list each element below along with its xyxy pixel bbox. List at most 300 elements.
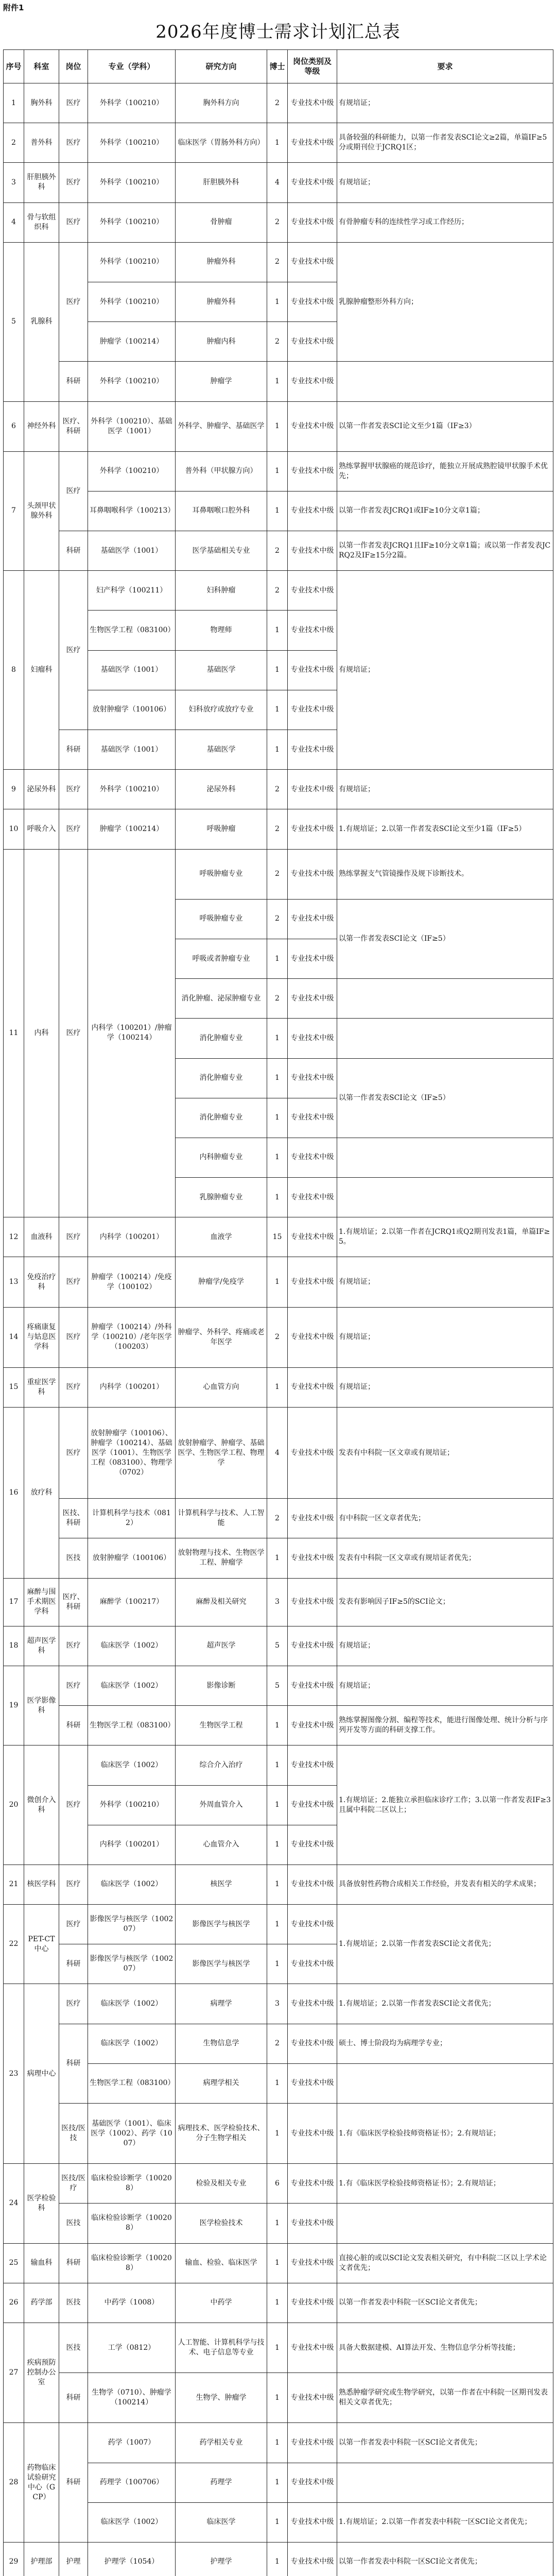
department-name: 麻醉与围手术期医学科: [24, 1578, 59, 1626]
attachment-label: 附件1: [3, 3, 24, 12]
major-discipline: 临床医学（1002）: [88, 1984, 176, 2024]
research-direction: 呼吸肿瘤专业: [176, 899, 267, 939]
post-level: 专业技术中级: [288, 809, 337, 849]
post-type: 医疗: [59, 1217, 88, 1257]
research-direction: 消化肿瘤专业: [176, 1098, 267, 1138]
research-direction: 骨肿瘤: [176, 202, 267, 242]
row-number: 8: [4, 571, 24, 770]
post-level: 专业技术中级: [288, 1984, 337, 2024]
research-direction: 呼吸肿瘤专业: [176, 849, 267, 899]
research-direction: 影像医学与核医学: [176, 1944, 267, 1984]
major-discipline: 生物医学工程（083100）: [88, 1706, 176, 1745]
requirement-text: 具备放射性药物合成相关工作经验，并发表有相关的学术成果；: [337, 1865, 553, 1904]
doctor-count: 1: [267, 401, 288, 451]
post-level: 专业技术中级: [288, 979, 337, 1019]
major-discipline: 妇产科学（100211）: [88, 571, 176, 611]
major-discipline: 影像医学与核医学（100207）: [88, 1944, 176, 1984]
table-row: [4, 1408, 553, 1499]
row-number: 21: [4, 1865, 24, 1904]
research-direction: 检验及相关专业: [176, 2164, 267, 2204]
requirement-text: [337, 362, 553, 401]
major-discipline: 临床医学（1002）: [88, 1666, 176, 1705]
major-discipline: 临床检验诊断学（100208）: [88, 2164, 176, 2204]
department-name: 疾病预防控制办公室: [24, 2323, 59, 2422]
table-row: [4, 1984, 553, 2024]
post-level: 专业技术中级: [288, 1307, 337, 1367]
post-level: 专业技术中级: [288, 1058, 337, 1098]
research-direction: 影像诊断: [176, 1666, 267, 1705]
doctor-count: 1: [267, 1019, 288, 1058]
requirement-text: 直接心脏的或以SCI论文发表相关研究，有中科院二区以上学术论文者优先；: [337, 2243, 553, 2283]
post-level: 专业技术中级: [288, 2423, 337, 2463]
major-discipline: 外科学（100210）: [88, 163, 176, 202]
doctor-count: 2: [267, 809, 288, 849]
doctor-count: 2: [267, 2024, 288, 2063]
post-level: 专业技术中级: [288, 83, 337, 123]
table-row: [4, 362, 553, 401]
doctor-count: 1: [267, 2283, 288, 2323]
doctor-count: 1: [267, 1098, 288, 1138]
major-discipline: 基础医学（1001）: [88, 531, 176, 571]
doctor-count: 5: [267, 1626, 288, 1666]
requirement-text: 以第一作者发表JCRQ1且IF≥10分文章1篇；或以第一作者发表JCRQ2及IF≥15分2篇。: [337, 531, 553, 571]
department-name: 核医学科: [24, 1865, 59, 1904]
post-level: 专业技术中级: [288, 2024, 337, 2063]
table-row: [4, 202, 553, 242]
major-discipline: 药学（1007）: [88, 2423, 176, 2463]
post-level: 专业技术中级: [288, 1138, 337, 1177]
row-number: 23: [4, 1984, 24, 2164]
research-direction: 肿瘤学: [176, 362, 267, 401]
table-row: [4, 2243, 553, 2283]
post-level: 专业技术中级: [288, 401, 337, 451]
post-type: 医疗: [59, 83, 88, 123]
department-name: 泌尿外科: [24, 770, 59, 809]
table-row: [4, 2104, 553, 2164]
post-type: 医疗: [59, 1408, 88, 1499]
post-type: 医技/医技: [59, 2104, 88, 2164]
major-discipline: 临床检验诊断学（100208）: [88, 2204, 176, 2243]
table-row: [4, 2323, 553, 2372]
department-name: 疼痛康复与姑息医学科: [24, 1307, 59, 1367]
doctor-count: 2: [267, 1499, 288, 1538]
requirement-text: 有规培证；: [337, 571, 553, 770]
header-dept: 科室: [24, 50, 59, 83]
doctor-count: 1: [267, 362, 288, 401]
major-discipline: 内科学（100201）/肿瘤学（100214）: [88, 849, 176, 1217]
doctor-count: 1: [267, 1785, 288, 1825]
doctor-count: 1: [267, 2204, 288, 2243]
header-post: 岗位: [59, 50, 88, 83]
post-type: 医疗: [59, 242, 88, 362]
post-level: 专业技术中级: [288, 770, 337, 809]
post-level: 专业技术中级: [288, 242, 337, 282]
department-name: 药物临床试验研究中心（GCP）: [24, 2423, 59, 2543]
requirement-text: 以第一作者发表中科院一区SCI论文者优先；: [337, 2283, 553, 2323]
post-type: 科研: [59, 1706, 88, 1745]
research-direction: 输血、检验、临床医学: [176, 2243, 267, 2283]
requirement-text: [337, 2463, 553, 2502]
major-discipline: 内科学（100201）: [88, 1217, 176, 1257]
header-row: [4, 50, 553, 83]
post-type: 科研: [59, 2243, 88, 2283]
post-level: 专业技术中级: [288, 2204, 337, 2243]
table-row: [4, 401, 553, 451]
research-direction: 病理学: [176, 1984, 267, 2024]
post-type: 科研: [59, 1944, 88, 1984]
doctor-count: 1: [267, 611, 288, 650]
requirement-text: 以第一作者发表中科院一区SCI论文者优先；: [337, 2542, 553, 2576]
department-name: 超声医学科: [24, 1626, 59, 1666]
research-direction: 外科学、肿瘤学、基础医学: [176, 401, 267, 451]
major-discipline: 肿瘤学（100214）/外科学（100210）/老年医学（100203）: [88, 1307, 176, 1367]
table-row: [4, 2423, 553, 2463]
doctor-count: 1: [267, 1138, 288, 1177]
major-discipline: 中药学（1008）: [88, 2283, 176, 2323]
department-name: 头颈甲状腺外科: [24, 451, 59, 571]
research-direction: 外周血管介入: [176, 1785, 267, 1825]
doctor-count: 1: [267, 1367, 288, 1407]
table-row: [4, 1307, 553, 1367]
row-number: 3: [4, 163, 24, 202]
doctor-count: 4: [267, 1408, 288, 1499]
requirement-text: 发表有影响因子IF≥5的SCI论文；: [337, 1578, 553, 1626]
doctor-count: 1: [267, 1944, 288, 1984]
department-name: 妇瘤科: [24, 571, 59, 770]
doctor-count: 1: [267, 2373, 288, 2423]
requirement-text: 熟悉肿瘤学研究或生物学研究，以第一作者在中科院一区期刊发表相关文章者优先；: [337, 2373, 553, 2423]
requirement-text: 有规培证；: [337, 1367, 553, 1407]
research-direction: 影像医学与核医学: [176, 1905, 267, 1944]
major-discipline: 放射肿瘤学（100106）: [88, 690, 176, 730]
post-level: 专业技术中级: [288, 1408, 337, 1499]
post-level: 专业技术中级: [288, 690, 337, 730]
requirement-text: [337, 2063, 553, 2103]
table-row: [4, 1538, 553, 1578]
requirement-text: 有规培证；: [337, 1666, 553, 1705]
research-direction: 临床医学（胃肠外科方向）: [176, 123, 267, 163]
row-number: 12: [4, 1217, 24, 1257]
research-direction: 肿瘤外科: [176, 242, 267, 282]
research-direction: 胸外科方向: [176, 83, 267, 123]
research-direction: 消化肿瘤专业: [176, 1058, 267, 1098]
doctor-count: 1: [267, 1178, 288, 1217]
row-number: 14: [4, 1307, 24, 1367]
requirement-text: 发表有中科院一区文章或有规培证；: [337, 1408, 553, 1499]
post-level: 专业技术中级: [288, 2463, 337, 2502]
research-direction: 内科肿瘤专业: [176, 1138, 267, 1177]
requirement-text: 有规培证；: [337, 1257, 553, 1307]
major-discipline: 放射肿瘤学（100106）: [88, 1538, 176, 1578]
major-discipline: 外科学（100210）: [88, 1785, 176, 1825]
table-row: [4, 83, 553, 123]
major-discipline: 临床医学（1002）: [88, 1865, 176, 1904]
post-type: 医技: [59, 2204, 88, 2243]
research-direction: 肿瘤外科: [176, 282, 267, 321]
post-level: 专业技术中级: [288, 1098, 337, 1138]
post-level: 专业技术中级: [288, 1178, 337, 1217]
row-number: 17: [4, 1578, 24, 1626]
research-direction: 病理技术、医学检验技术、分子生物学相关: [176, 2104, 267, 2164]
doctor-count: 1: [267, 123, 288, 163]
major-discipline: 肿瘤学（100214）/免疫学（100102）: [88, 1257, 176, 1307]
doctor-count: 1: [267, 282, 288, 321]
post-type: 医疗: [59, 1367, 88, 1407]
post-type: 医疗: [59, 1307, 88, 1367]
doctor-count: 1: [267, 1825, 288, 1865]
research-direction: 心血管介入: [176, 1825, 267, 1865]
doctor-count: 3: [267, 1984, 288, 2024]
post-type: 医疗、科研: [59, 1578, 88, 1626]
doctor-count: 1: [267, 2502, 288, 2542]
post-level: 专业技术中级: [288, 1706, 337, 1745]
post-type: 医疗: [59, 451, 88, 531]
doctor-count: 1: [267, 730, 288, 770]
department-name: 药学部: [24, 2283, 59, 2323]
research-direction: 病理学相关: [176, 2063, 267, 2103]
row-number: 18: [4, 1626, 24, 1666]
post-type: 医疗: [59, 202, 88, 242]
research-direction: 生物信息学: [176, 2024, 267, 2063]
research-direction: 人工智能、计算机科学与技术、电子信息等专业: [176, 2323, 267, 2372]
major-discipline: 外科学（100210）: [88, 282, 176, 321]
row-number: 26: [4, 2283, 24, 2323]
department-name: 放疗科: [24, 1408, 59, 1579]
row-number: 16: [4, 1408, 24, 1579]
table-row: [4, 1626, 553, 1666]
post-level: 专业技术中级: [288, 2373, 337, 2423]
doctor-count: 1: [267, 1706, 288, 1745]
requirement-text: 熟练掌握甲状腺癌的规范诊疗，能独立开展成熟腔镜甲状腺手术优先；: [337, 451, 553, 491]
department-name: 呼吸介入: [24, 809, 59, 849]
doctor-count: 2: [267, 322, 288, 362]
doctor-count: 1: [267, 2243, 288, 2283]
post-type: 科研: [59, 362, 88, 401]
table-row: [4, 1217, 553, 1257]
post-level: 专业技术中级: [288, 1745, 337, 1785]
doctor-count: 15: [267, 1217, 288, 1257]
post-level: 专业技术中级: [288, 1367, 337, 1407]
research-direction: 医学基础相关专业: [176, 531, 267, 571]
post-level: 专业技术中级: [288, 1019, 337, 1058]
research-direction: 基础医学: [176, 650, 267, 690]
major-discipline: 护理学（1054）: [88, 2542, 176, 2576]
row-number: 9: [4, 770, 24, 809]
post-level: 专业技术中级: [288, 849, 337, 899]
major-discipline: 基础医学（1001）: [88, 650, 176, 690]
post-level: 专业技术中级: [288, 2502, 337, 2542]
table-row: [4, 2204, 553, 2243]
department-name: 内科: [24, 849, 59, 1217]
doctor-count: 2: [267, 849, 288, 899]
post-level: 专业技术中级: [288, 322, 337, 362]
doctor-count: 1: [267, 1865, 288, 1904]
requirement-text: 以第一作者发表SCI论文（IF≥5）: [337, 1058, 553, 1138]
major-discipline: 生物医学工程（083100）: [88, 2063, 176, 2103]
major-discipline: 肿瘤学（100214）: [88, 322, 176, 362]
post-type: 科研: [59, 730, 88, 770]
table-row: [4, 1367, 553, 1407]
post-level: 专业技术中级: [288, 1785, 337, 1825]
post-level: 专业技术中级: [288, 123, 337, 163]
post-type: 医疗: [59, 809, 88, 849]
research-direction: 泌尿外科: [176, 770, 267, 809]
department-name: 骨与软组织科: [24, 202, 59, 242]
table-body: [4, 83, 553, 2576]
table-row: [4, 1578, 553, 1626]
requirement-text: 有规培证；: [337, 1626, 553, 1666]
header-count: 博士: [267, 50, 288, 83]
row-number: 4: [4, 202, 24, 242]
post-type: 医疗: [59, 1905, 88, 1944]
post-level: 专业技术中级: [288, 1944, 337, 1984]
post-type: 医疗: [59, 849, 88, 1217]
table-row: [4, 2283, 553, 2323]
table-row: [4, 1257, 553, 1307]
post-level: 专业技术中级: [288, 2104, 337, 2164]
major-discipline: 临床医学（1002）: [88, 1745, 176, 1785]
post-level: 专业技术中级: [288, 2164, 337, 2204]
post-type: 医疗: [59, 123, 88, 163]
department-name: 医学检验科: [24, 2164, 59, 2243]
post-level: 专业技术中级: [288, 2283, 337, 2323]
doctor-count: 1: [267, 1257, 288, 1307]
requirement-text: 有规培证；: [337, 83, 553, 123]
major-discipline: 计算机科学与技术（0812）: [88, 1499, 176, 1538]
research-direction: 消化肿瘤专业: [176, 1019, 267, 1058]
post-type: 科研: [59, 2024, 88, 2103]
doctor-count: 2: [267, 1307, 288, 1367]
requirement-text: 以第一作者发表中科院一区SCI论文者优先；: [337, 2423, 553, 2463]
major-discipline: 基础医学（1001）、临床医学（1002）、药学（1007）: [88, 2104, 176, 2164]
row-number: 29: [4, 2542, 24, 2576]
doctor-count: 1: [267, 1905, 288, 1944]
post-level: 专业技术中级: [288, 1666, 337, 1705]
major-discipline: 内科学（100201）: [88, 1825, 176, 1865]
table-row: [4, 849, 553, 899]
requirement-text: 1.有《临床医学检验技师资格证书》；2.有规培证；: [337, 2104, 553, 2164]
post-level: 专业技术中级: [288, 1825, 337, 1865]
research-direction: 药理学: [176, 2463, 267, 2502]
doctor-count: 2: [267, 531, 288, 571]
requirement-text: [337, 1019, 553, 1058]
research-direction: 肿瘤学/免疫学: [176, 1257, 267, 1307]
research-direction: 消化肿瘤、泌尿肿瘤专业: [176, 979, 267, 1019]
post-type: 医技: [59, 2323, 88, 2372]
doctor-count: 1: [267, 650, 288, 690]
post-level: 专业技术中级: [288, 899, 337, 939]
requirement-text: 有中科院一区文章者优先；: [337, 1499, 553, 1538]
post-level: 专业技术中级: [288, 451, 337, 491]
header-requirement: 要求: [337, 50, 553, 83]
research-direction: 呼吸肿瘤: [176, 809, 267, 849]
post-level: 专业技术中级: [288, 282, 337, 321]
table-row: [4, 809, 553, 849]
table-row: [4, 2373, 553, 2423]
major-discipline: 临床医学（1002）: [88, 2024, 176, 2063]
post-type: 医技: [59, 1538, 88, 1578]
research-direction: 基础医学: [176, 730, 267, 770]
doctor-count: 5: [267, 1666, 288, 1705]
department-name: 胸外科: [24, 83, 59, 123]
research-direction: 妇科放疗或放疗专业: [176, 690, 267, 730]
doctor-count: 2: [267, 571, 288, 611]
table-row: [4, 451, 553, 491]
research-direction: 普外科（甲状腺方向）: [176, 451, 267, 491]
research-direction: 耳鼻咽喉口腔外科: [176, 491, 267, 531]
research-direction: 血液学: [176, 1217, 267, 1257]
page-title: 2026年度博士需求计划汇总表: [155, 22, 401, 42]
major-discipline: 外科学（100210）: [88, 770, 176, 809]
post-level: 专业技术中级: [288, 163, 337, 202]
major-discipline: 药理学（100706）: [88, 2463, 176, 2502]
row-number: 25: [4, 2243, 24, 2283]
post-type: 医技、科研: [59, 1499, 88, 1538]
post-type: 医疗: [59, 1626, 88, 1666]
requirement-text: 有规培证；: [337, 770, 553, 809]
requirement-text: 有规培证；: [337, 1307, 553, 1367]
major-discipline: 外科学（100210）: [88, 83, 176, 123]
post-level: 专业技术中级: [288, 2542, 337, 2576]
requirement-text: 以第一作者发表SCI论文（IF≥5）: [337, 899, 553, 978]
post-type: 护理: [59, 2542, 88, 2576]
major-discipline: 放射肿瘤学（100106）、肿瘤学（100214）、基础医学（1001）、生物医学工程（083100）、物理学（0702）: [88, 1408, 176, 1499]
header-major: 专业（学科）: [88, 50, 176, 83]
requirement-text: 熟练掌握图像分割、编程等技术，能进行图像处理、统计分析与序列开发等方面的科研支撑工作。: [337, 1706, 553, 1745]
requirement-text: 1.有规培证；2.以第一作者发表SCI论文者优先；: [337, 1905, 553, 1984]
department-name: 微创介入科: [24, 1745, 59, 1865]
row-number: 28: [4, 2423, 24, 2543]
post-level: 专业技术中级: [288, 1626, 337, 1666]
doctor-count: 1: [267, 1538, 288, 1578]
post-type: 医疗: [59, 1865, 88, 1904]
department-name: 乳腺科: [24, 242, 59, 401]
doctor-count: 1: [267, 2423, 288, 2463]
post-type: 科研: [59, 2373, 88, 2423]
row-number: 15: [4, 1367, 24, 1407]
header-no: 序号: [4, 50, 24, 83]
post-level: 专业技术中级: [288, 611, 337, 650]
research-direction: 核医学: [176, 1865, 267, 1904]
major-discipline: 生物学（0710）、肿瘤学（100214）: [88, 2373, 176, 2423]
doctor-count: 2: [267, 979, 288, 1019]
doctor-count: 4: [267, 163, 288, 202]
requirement-text: 发表有中科院一区文章或有规培证者优先；: [337, 1538, 553, 1578]
requirement-text: 乳腺肿瘤整形外科方向；: [337, 242, 553, 362]
post-level: 专业技术中级: [288, 2063, 337, 2103]
requirement-text: [337, 1138, 553, 1177]
table-row: [4, 770, 553, 809]
table-row: [4, 1499, 553, 1538]
post-level: 专业技术中级: [288, 491, 337, 531]
research-direction: 护理学: [176, 2542, 267, 2576]
table-row: [4, 163, 553, 202]
table-row: [4, 1666, 553, 1705]
requirement-text: 1.有规培证；2.以第一作者发表中科院一区SCI论文者优先；: [337, 2502, 553, 2542]
research-direction: 呼吸或者肿瘤专业: [176, 939, 267, 978]
doctor-demand-table: [3, 49, 553, 2576]
row-number: 7: [4, 451, 24, 571]
post-level: 专业技术中级: [288, 730, 337, 770]
major-discipline: 耳鼻咽喉科学（100213）: [88, 491, 176, 531]
table-row: [4, 2542, 553, 2576]
post-type: 医疗、科研: [59, 401, 88, 451]
department-name: 医学影像科: [24, 1666, 59, 1745]
requirement-text: 1.有规培证；2.以第一作者发表SCI论文者优先；: [337, 1984, 553, 2024]
post-level: 专业技术中级: [288, 939, 337, 978]
table-row: [4, 571, 553, 611]
department-name: 神经外科: [24, 401, 59, 451]
